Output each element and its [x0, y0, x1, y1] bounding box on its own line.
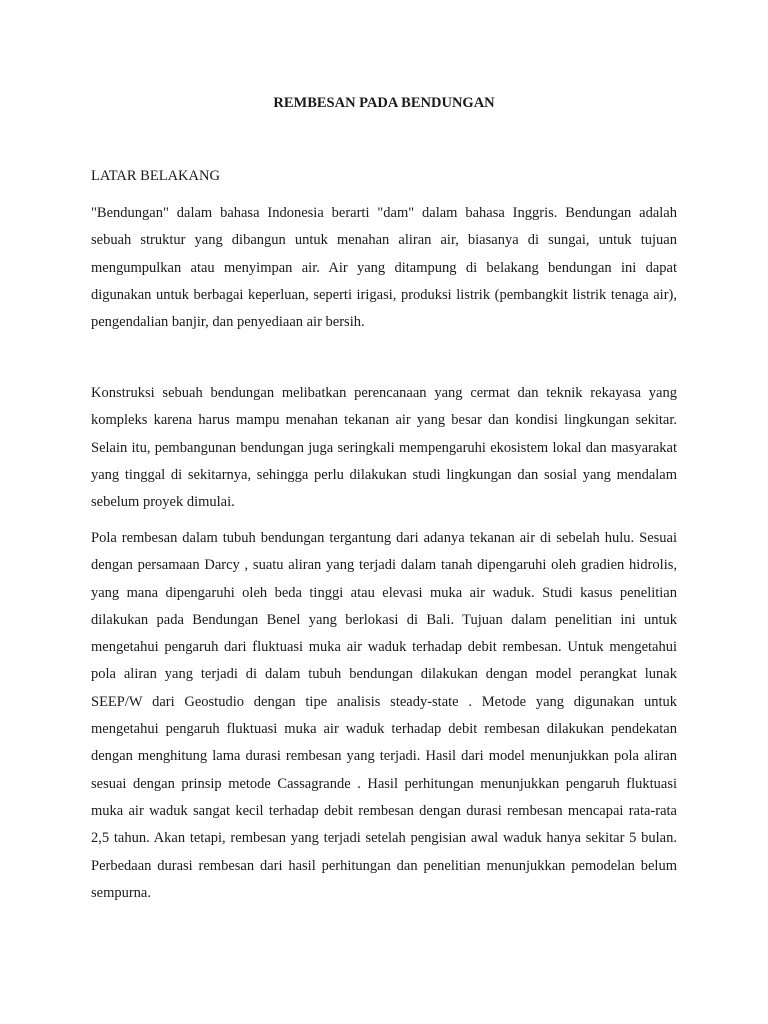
paragraph-seepage-study: Pola rembesan dalam tubuh bendungan tergantung dari adanya tekanan air di sebelah hulu. Sesuai dengan persamaan Darcy , suatu aliran yang terjadi dalam tanah dipengaruhi oleh gradien hidrolis, yang mana dipengaruhi oleh beda tinggi atau elevasi muka air waduk. Studi kasus penelitian dilakukan pada Bendungan Benel yang berlokasi di Bali. Tujuan dalam penelitian ini untuk mengetahui pengaruh dari fluktuasi muka air waduk terhadap debit rembesan. Untuk mengetahui pola aliran yang terjadi di dalam tubuh bendungan dilakukan dengan model perangkat lunak SEEP/W dari Geostudio dengan tipe analisis steady-state . Metode yang digunakan untuk mengetahui pengaruh fluktuasi muka air waduk terhadap debit rembesan dilakukan pendekatan dengan menghitung lama durasi rembesan yang terjadi. Hasil dari model menunjukkan pola aliran sesuai dengan prinsip metode Cassagrande . Hasil perhitungan menunjukkan pengaruh fluktuasi muka air waduk sangat kecil terhadap debit rembesan dengan durasi rembesan mencapai rata-rata 2,5 tahun. Akan tetapi, rembesan yang terjadi setelah pengisian awal waduk hanya sekitar 5 bulan. Perbedaan durasi rembesan dari hasil perhitungan dan penelitian menunjukkan pemodelan belum sempurna. [91, 530, 677, 901]
paragraph-construction: Konstruksi sebuah bendungan melibatkan perencanaan yang cermat dan teknik rekayasa yang kompleks karena harus mampu menahan tekanan air yang besar dan kondisi lingkungan sekitar. Selain itu, pembangunan bendungan juga seringkali mempengaruhi ekosistem lokal dan masyarakat yang tinggal di sekitarnya, sehingga perlu dilakukan studi lingkungan dan sosial yang mendalam sebelum proyek dimulai. [91, 385, 677, 511]
section-heading: LATAR BELAKANG [91, 168, 220, 184]
paragraph-definition: "Bendungan" dalam bahasa Indonesia berarti "dam" dalam bahasa Inggris. Bendungan adalah sebuah struktur yang dibangun untuk menahan aliran air, biasanya di sungai, untuk tujuan mengumpulkan atau menyimpan air. Air yang ditampung di belakang bendungan ini dapat digunakan untuk berbagai keperluan, seperti irigasi, produksi listrik (pembangkit listrik tenaga air), pengendalian banjir, dan penyediaan air bersih. [91, 205, 677, 331]
document-title: REMBESAN PADA BENDUNGAN [273, 95, 495, 111]
